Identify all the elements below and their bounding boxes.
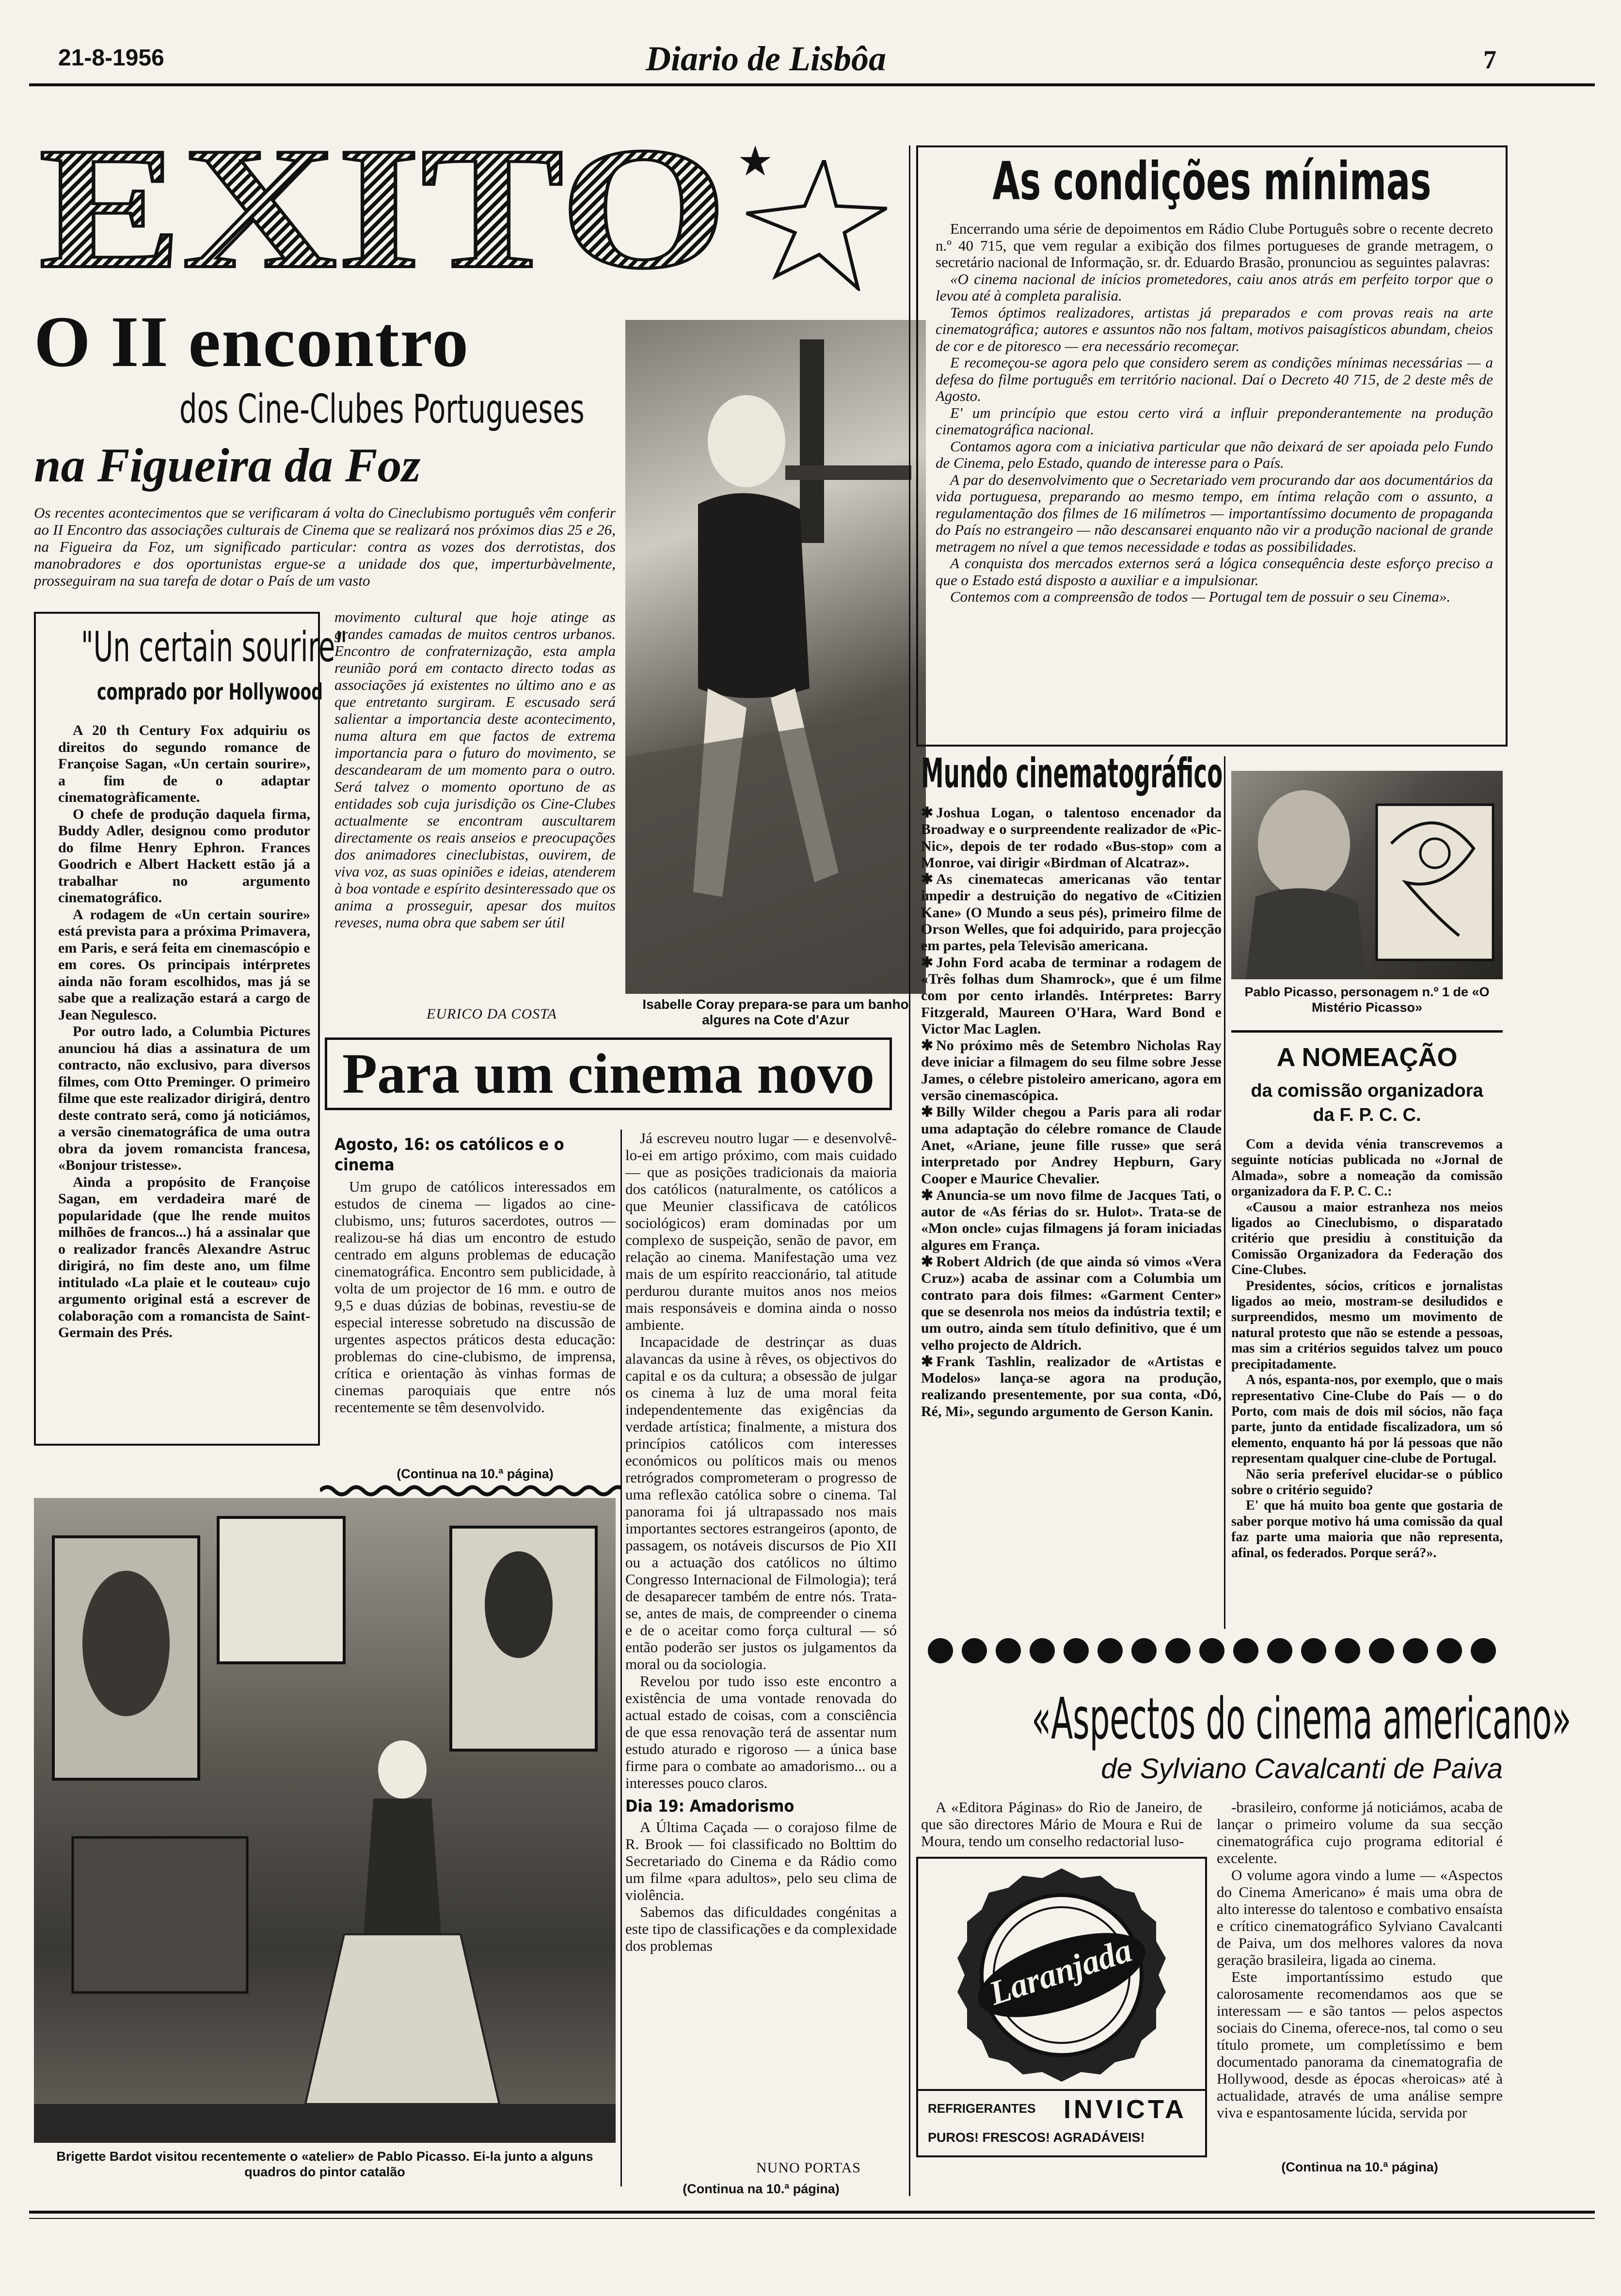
- masthead-rule: [29, 83, 1595, 86]
- sourire-paragraph: Ainda a propósito de Françoise Sagan, em verdadeira maré de popularidade (que lhe rende muitos milhões de francos...) há a assinalar que o realizador francês Alexandre Astruc dirigirá, no fim deste ano, um filme intitulado «La plaie et le couteau» cujo argumento original está a escrever de colaboração com a romancista de Saint-Germain des Prés.: [58, 1174, 310, 1340]
- encontro-body: movimento cultural que hoje atinge as grandes camadas de muitos centros urbanos. Encontro de confraternização, esta ampla reunião porá em contacto directo todas as associações já existentes no último ano e as que entretanto surgiram. E escusado será salientar a importancia deste acontecimento, numa altura em que factos de extrema importancia para o futuro do movimento, se descandearam de um momento para o outro. Será talvez o momento oportuno de as entidades sob cuja jurisdição os Cine-Clubes actualmente se encontram auscultarem directamente os reais anseios e preocupações dos animadores cineclubistas, ouvirem, de viva voz, as suas opiniões e ideias, atenderem à boa vontade e espírito desinteressado que os anima a prosseguir, apesar dos muitos reveses, numa obra que sabem ser útil: [334, 608, 616, 931]
- condicoes-paragraph: A par do desenvolvimento que o Secretariado vem procurando dar aos documentários da vida portuguesa, preparando ao mesmo tempo, em íntima relação com o assunto, a regulamentação dos filmes de 16 milímetros — importantíssimo documento de propaganda do País no estrangeiro — não descansarei enquanto não vir a produção nacional de grande metragem no nível a que temos necessidade e todas as possibilidades.: [936, 471, 1493, 555]
- bottom-rule: [29, 2211, 1595, 2214]
- cinema-novo-paragraph: Sabemos das dificuldades congénitas a este tipo de classificações e da complexidade dos problemas: [625, 1903, 897, 1954]
- cinema-novo-paragraph: Incapacidade de destrinçar as duas alavancas da usine à rêves, os objectivos do capital e os da cultura; a obsessão de julgar os cinema à luz de uma moral feita independentemente das exigências da verdade artística; finalmente, a mistura dos princípios católicos com interesses económicos ou políticos mais ou menos retrógrados comprometeram o progresso de uma reflexão católica sobre o cinema. Tal panorama foi já ultrapassado nos mais importantes sectores estrangeiros (aponto, de passagem, os notáveis discursos de Pio XII ou a actuação dos católicos no último Congresso Internacional de Filmologia); terá de desaparecer também de entre nós. Trata-se, antes de mais, de compreender o cinema e de o aceitar como força cultural — só então poderão ser justos os julgamentos da moral ou da sociologia.: [625, 1333, 897, 1673]
- condicoes-paragraph: E recomeçou-se agora pelo que considero serem as condições mínimas necessárias — a defesa do filme português em território nacional. Daí o Decreto 40 715, de 2 deste mês de Agosto.: [936, 354, 1493, 404]
- aspectos-byline: de Sylviano Cavalcanti de Paiva: [1101, 1753, 1503, 1785]
- picasso-scene-graphic: [1231, 771, 1503, 979]
- condicoes-body: [936, 221, 1493, 734]
- bottle-cap-icon: [918, 1859, 1205, 2087]
- condicoes-paragraph: Contemos com a compreensão de todos — Portugal tem de possuir o seu Cinema».: [950, 588, 1451, 605]
- condicoes-paragraph: «O cinema nacional de inícios prometedores, caiu anos atrás em perfeito torpor que o levou até à completa paralisia.: [936, 270, 1493, 304]
- encontro-subheadline: dos Cine-Clubes Portugueses: [179, 386, 585, 432]
- cinema-novo-paragraph: Revelou por tudo isso este encontro a existência de uma vontade renovada do actual estado de coisas, com a consciência de que essa renovação terá de assentar num estudo aturado e rigoroso — a única base firme para o combate ao amadorismo... ou a interesses pouco claros.: [625, 1673, 897, 1791]
- bardot-picasso-photo: [34, 1498, 616, 2143]
- nomeacao-paragraph: A nós, espanta-nos, por exemplo, que o mais representativo Cine-Clube do País — o do Porto, com mais de dois mil sócios, não faça parte, junto da entidade fiscalizadora, um só elemento, enquanto há por lá pessoas que não representam qualquer cine-clube de Portugal.: [1231, 1372, 1503, 1467]
- nomeacao-title: A NOMEAÇÃO: [1276, 1043, 1458, 1072]
- condicoes-paragraph: Encerrando uma série de depoimentos em Rádio Clube Português sobre o recente decreto n.º 40 715, que vem regular a exibição dos filmes portugueses de grande metragem, o secretário nacional de Informação, sr. dr. Eduardo Brasão, pronunciou as seguintes palavras:: [936, 221, 1493, 271]
- cinema-novo-col1: [334, 1178, 616, 1459]
- mundo-item: [921, 1187, 1222, 1254]
- mundo-item: [921, 1037, 1222, 1104]
- continua-label: (Continua na 10.ª página): [683, 2182, 840, 2196]
- aspectos-paragraph: -brasileiro, conforme já noticiámos, acaba de lançar o primeiro volume da sua secção cinematográfica cujo programa editorial é excelente.: [1217, 1799, 1503, 1866]
- mundo-item-text: Robert Aldrich (de que ainda só vimos «Vera Cruz») acaba de assinar com a Columbia um contrato para dois filmes: «Garment Center» que se desenrola nos meios da indústria textil; e um outro, ainda sem título definitivo, que é um velho projecto de Aldrich.: [921, 1254, 1222, 1353]
- nomeacao-paragraph: Com a devida vénia transcrevemos a seguinte notícias publicada no «Jornal de Almada», sobre a nomeação da comissão organizadora da F. P. C. C.:: [1231, 1137, 1503, 1199]
- mundo-item-text: Anuncia-se um novo filme de Jacques Tati, o autor de «As férias do sr. Hulot». Trata-se de «Mon oncle» cujas filmagens já foram iniciadas algures em França.: [921, 1187, 1222, 1253]
- bardot-scene-graphic: [34, 1498, 616, 2143]
- nomeacao-paragraph: Não seria preferível elucidar-se o público sobre o critério seguido?: [1231, 1467, 1503, 1498]
- nomeacao-body: [1231, 1137, 1503, 1636]
- mundo-item-text: John Ford acaba de terminar a rodagem de «Três folhas dum Shamrock», que é um filme com por cento irlandês. Intérpretes: Barry Fitzgerald, Maureen O'Hara, Ward Bond e Victor Mac Laglen.: [921, 954, 1222, 1037]
- mundo-body: [921, 805, 1222, 1624]
- laranjada-ad: [916, 1857, 1207, 2157]
- bullet-star-icon: ✱: [921, 954, 934, 971]
- wavy-rule: [320, 1483, 620, 1498]
- nomeacao-top-rule: [1231, 1030, 1503, 1033]
- bullet-star-icon: ✱: [921, 805, 934, 821]
- sourire-body: [58, 722, 310, 1435]
- exito-word: EXITO: [39, 136, 728, 281]
- nomeacao-paragraph: «Causou a maior estranheza nos meios ligados ao Cineclubismo, o disparatado critério que presidiu à constituição da Comissão Organizadora da Federação dos Cine-Clubes.: [1231, 1199, 1503, 1278]
- mundo-item-text: No próximo mês de Setembro Nicholas Ray deve iniciar a filmagem do seu filme sobre Jesse James, o célebre pistoleiro americano, agora em versão cinemascópica.: [921, 1037, 1222, 1104]
- aspectos-paragraph: Este importantíssimo estudo que calorosamente recomendamos aos que se interessam — e são tantos — pelos aspectos sociais do Cinema, oferece-nos, tal como o seu título promete, um completíssimo e bem documentado panorama da cinematografia de Hollywood, desde as épocas «heroicas» até à actualidade, através de uma análise sempre viva e espantosamente lúcida, servida por: [1217, 1968, 1503, 2121]
- mundo-item-text: Joshua Logan, o talentoso encenador da Broadway e o surpreendente realizador de «Pic-Nic», depois de ter rodado «Bus-stop» com a Monroe, vai dirigir «Birdman of Alcatraz».: [921, 805, 1222, 871]
- mundo-item: [921, 955, 1222, 1037]
- bullet-star-icon: ✱: [921, 871, 934, 888]
- nomeacao-subtitle: da comissão organizadora da F. P. C. C.: [1251, 1081, 1483, 1125]
- encontro-intro: Os recentes acontecimentos que se verificaram á volta do Cineclubismo português vêm conferir ao II Encontro das associações culturais de Cinema que se realizará nos próximos dias 25 e 26, na Figueira da Foz, um significado particular: contra as vozes dos derrotistas, dos manobradores e dos oportunistas ergue-se a unidade dos que, imperturbàvelmente, prosseguiram na sua tarefa de dotar o País de um vasto: [34, 504, 616, 589]
- ad-brand: Laranjada: [985, 1931, 1137, 2013]
- mundo-item: [921, 1254, 1222, 1354]
- column-rule: [1224, 756, 1225, 1629]
- masthead-title: Diario de Lisbôa: [646, 39, 886, 78]
- cinema-novo-title: Para um cinema novo: [342, 1042, 874, 1105]
- sourire-paragraph: A rodagem de «Un certain sourire» está prevista para a próxima Primavera, em Paris, e será feita em cinemascópio e em cores. Os principais intérpretes ainda não foram escolhidos, mas já se sabe que a realização estará a cargo de Jean Negulesco.: [58, 906, 310, 1023]
- ad-line2: INVICTA: [1064, 2095, 1187, 2124]
- condicoes-paragraph: E' um princípio que estou certo virá a influir preponderantemente na produção cinematográfica nacional.: [936, 404, 1493, 438]
- mundo-item-text: Frank Tashlin, realizador de «Artistas e Modelos» lança-se agora na produção, realizando presentemente, por sua conta, «Dó, Ré, Mi», segundo argumento de Gerson Kanin.: [921, 1353, 1222, 1419]
- condicoes-paragraph: Temos óptimos realizadores, artistas já preparados e com provas reais na arte cinematográfica; autores e assuntos não nos faltam, motivos paisagísticos abundam, cheios de cor e de pitoresco — era necessário recomeçar.: [936, 303, 1493, 354]
- coray-caption: Isabelle Coray prepara-se para um banho algures na Cote d'Azur: [642, 997, 909, 1027]
- page-number: 7: [1483, 45, 1496, 74]
- sourire-paragraph: O chefe de produção daquela firma, Buddy Adler, designou como produtor do filme Henry Ephron. Frances Goodrich e Albert Hackett estão já a trabalhar no argumento cinematográfico.: [58, 806, 310, 906]
- continua-label: (Continua na 10.ª página): [397, 1467, 554, 1481]
- exito-banner-graphic: [34, 136, 771, 281]
- bullet-star-icon: ✱: [921, 1254, 934, 1270]
- aspectos-body: [1217, 1799, 1503, 2157]
- bullet-star-icon: ✱: [921, 1187, 934, 1203]
- coray-figure-graphic: [625, 320, 926, 994]
- cinema-novo-paragraph: Um grupo de católicos interessados em estudos de cinema — ligados ao cine-clubismo, uns; futuros sacerdotes, outros — realizou-se há dias um encontro de estudo centrado em alguns problemas de educação cinematográfica. Encontro sem publicidade, à volta de um projector de 16 mm. e outro de 9,5 e duas dúzias de bobinas, revestiu-se de especial interesse sobretudo na discussão de urgentes aspectos práticos desta educação: problemas do cine-clubismo, de imprensa, crítica e orientação às vinhas formas de cinemas paroquiais que entre nós recentemente se têm desenvolvido.: [334, 1178, 616, 1416]
- mundo-item-text: Billy Wilder chegou a Paris para ali rodar uma adaptação do célebre romance de Claude Anet, «Ariane, jeune fille russe» que será interpretado por Andrey Hepburn, Gary Cooper e Maurice Chevalier.: [921, 1104, 1222, 1187]
- nomeacao-paragraph: Presidentes, sócios, críticos e jornalistas ligados ao meio, mostram-se desiludidos e surpreendidos, mesmo um movimento de natural protesto que não se estende a pessoas, mas sim a critérios seguidos talvez um pouco precipitadamente.: [1231, 1278, 1503, 1372]
- mundo-item-text: As cinematecas americanas vão tentar impedir a destruição do negativo de «Citizien Kane» (O Mundo a seus pés), primeiro filme de Orson Welles, que foi adquirido, para projecção em partes, pela Televisão americana.: [921, 871, 1222, 954]
- bullet-star-icon: ✱: [921, 1353, 934, 1370]
- column-rule: [620, 1130, 622, 2186]
- picasso-photo: [1231, 771, 1503, 979]
- cinema-novo-section1-head: Agosto, 16: os católicos e o cinema: [334, 1135, 564, 1175]
- encontro-location: na Figueira da Foz: [34, 438, 421, 492]
- mundo-item: [921, 871, 1222, 954]
- ad-line3: PUROS! FRESCOS! AGRADÁVEIS!: [928, 2130, 1145, 2145]
- sourire-paragraph: A 20 th Century Fox adquiriu os direitos do segundo romance de Françoise Sagan, «Un certain sourire», a fim de o adaptar cinematogràficamente.: [58, 722, 310, 805]
- cinema-novo-paragraph: A Última Caçada — o corajoso filme de R. Brook — foi classificado no Bolttim do Secretariado do Cinema e da Rádio como um filme «para adultos», pelo seu clima de violência.: [625, 1818, 897, 1903]
- ad-line1: REFRIGERANTES: [928, 2101, 1036, 2116]
- bullet-star-icon: ✱: [921, 1104, 934, 1120]
- mundo-title: Mundo cinematográfico: [921, 749, 1223, 797]
- column-rule: [909, 145, 910, 2196]
- picasso-caption: Pablo Picasso, personagem n.º 1 de «O Mistério Picasso»: [1244, 985, 1490, 1015]
- sourire-title: "Un certain sourire": [80, 623, 348, 671]
- aspectos-paragraph: O volume agora vindo a lume — «Aspectos do Cinema Americano» é mais uma obra de alto interesse do talentoso e combativo ensaísta e crítico cinematográfico Sylviano Cavalcanti de Paiva, um dos melhores valores da nova geração brasileira, ligada ao cinema.: [1217, 1866, 1503, 1968]
- nomeacao-paragraph: E' que há muito boa gente que gostaria de saber porque motivo há uma comissão da qual faz parte uma maioria que não representa, afinal, os federados. Porque será?».: [1231, 1498, 1503, 1561]
- continua-label: (Continua na 10.ª página): [1281, 2160, 1438, 2174]
- condicoes-title: As condições mínimas: [992, 151, 1431, 212]
- condicoes-paragraph: Contamos agora com a iniciativa particular que não deixará de ser apoiada pelo Fundo de Cinema, pelo Estado, quando de interesse para o País.: [936, 437, 1493, 471]
- mundo-item: [921, 1354, 1222, 1420]
- sourire-subtitle: comprado por Hollywood: [97, 679, 323, 705]
- aspectos-title: «Aspectos do cinema americano»: [1032, 1685, 1572, 1752]
- condicoes-paragraph: A conquista dos mercados externos será a lógica consequência deste esforço preciso a que o Estado está disposto a auxiliar e a impulsionar.: [936, 555, 1493, 589]
- issue-date: 21-8-1956: [58, 45, 164, 71]
- cinema-novo-paragraph: Já escreveu noutro lugar — e desenvolvê-lo-ei em artigo próximo, com mais cuidado — que as posições tradicionais da maioria dos católicos (naturalmente, os católicos a que Meunier classificava de católicos sociológicos) eram dominadas por um complexo de suspeição, senão de pavor, em relação ao cinema. Manifestação uma vez mais de um espírito reaccionário, tal atitude perdurou durante muitos anos nos meios mais responsáveis e domina ainda o nosso ambiente.: [625, 1130, 897, 1333]
- exito-banner: [34, 136, 771, 281]
- aspectos-left-text: A «Editora Páginas» do Rio de Janeiro, de que são directores Mário de Moura e Rui de Moura, tendo um conselho redactorial luso-: [921, 1799, 1202, 1850]
- cinema-novo-byline: NUNO PORTAS: [756, 2160, 861, 2176]
- encontro-byline: EURICO DA COSTA: [427, 1006, 557, 1022]
- bottom-rule-thin: [29, 2218, 1595, 2219]
- cinema-novo-section2-head: Dia 19: Amadorismo: [625, 1797, 795, 1816]
- encontro-headline: O II encontro: [34, 302, 470, 382]
- mundo-item: [921, 805, 1222, 871]
- outline-star-icon: [742, 160, 887, 291]
- bardot-caption: Brigette Bardot visitou recentemente o «atelier» de Pablo Picasso. Ei-la junto a alguns quadros do pintor catalão: [56, 2149, 593, 2179]
- sourire-paragraph: Por outro lado, a Columbia Pictures anunciou há dias a assinatura de um contracto, não exclusivo, para diversos filmes, com Otto Preminger. O primeiro filme que este realizador dirigirá, dentro deste contrato será, como já noticiámos, a versão cinematográfica de uma outra obra da jovem romancista francesa, «Bonjour tristesse».: [58, 1023, 310, 1173]
- dot-separator: [921, 1634, 1503, 1668]
- isabelle-coray-photo: [625, 320, 926, 994]
- cinema-novo-col2: [625, 1130, 897, 2152]
- bullet-star-icon: ✱: [921, 1037, 934, 1054]
- mundo-item: [921, 1104, 1222, 1187]
